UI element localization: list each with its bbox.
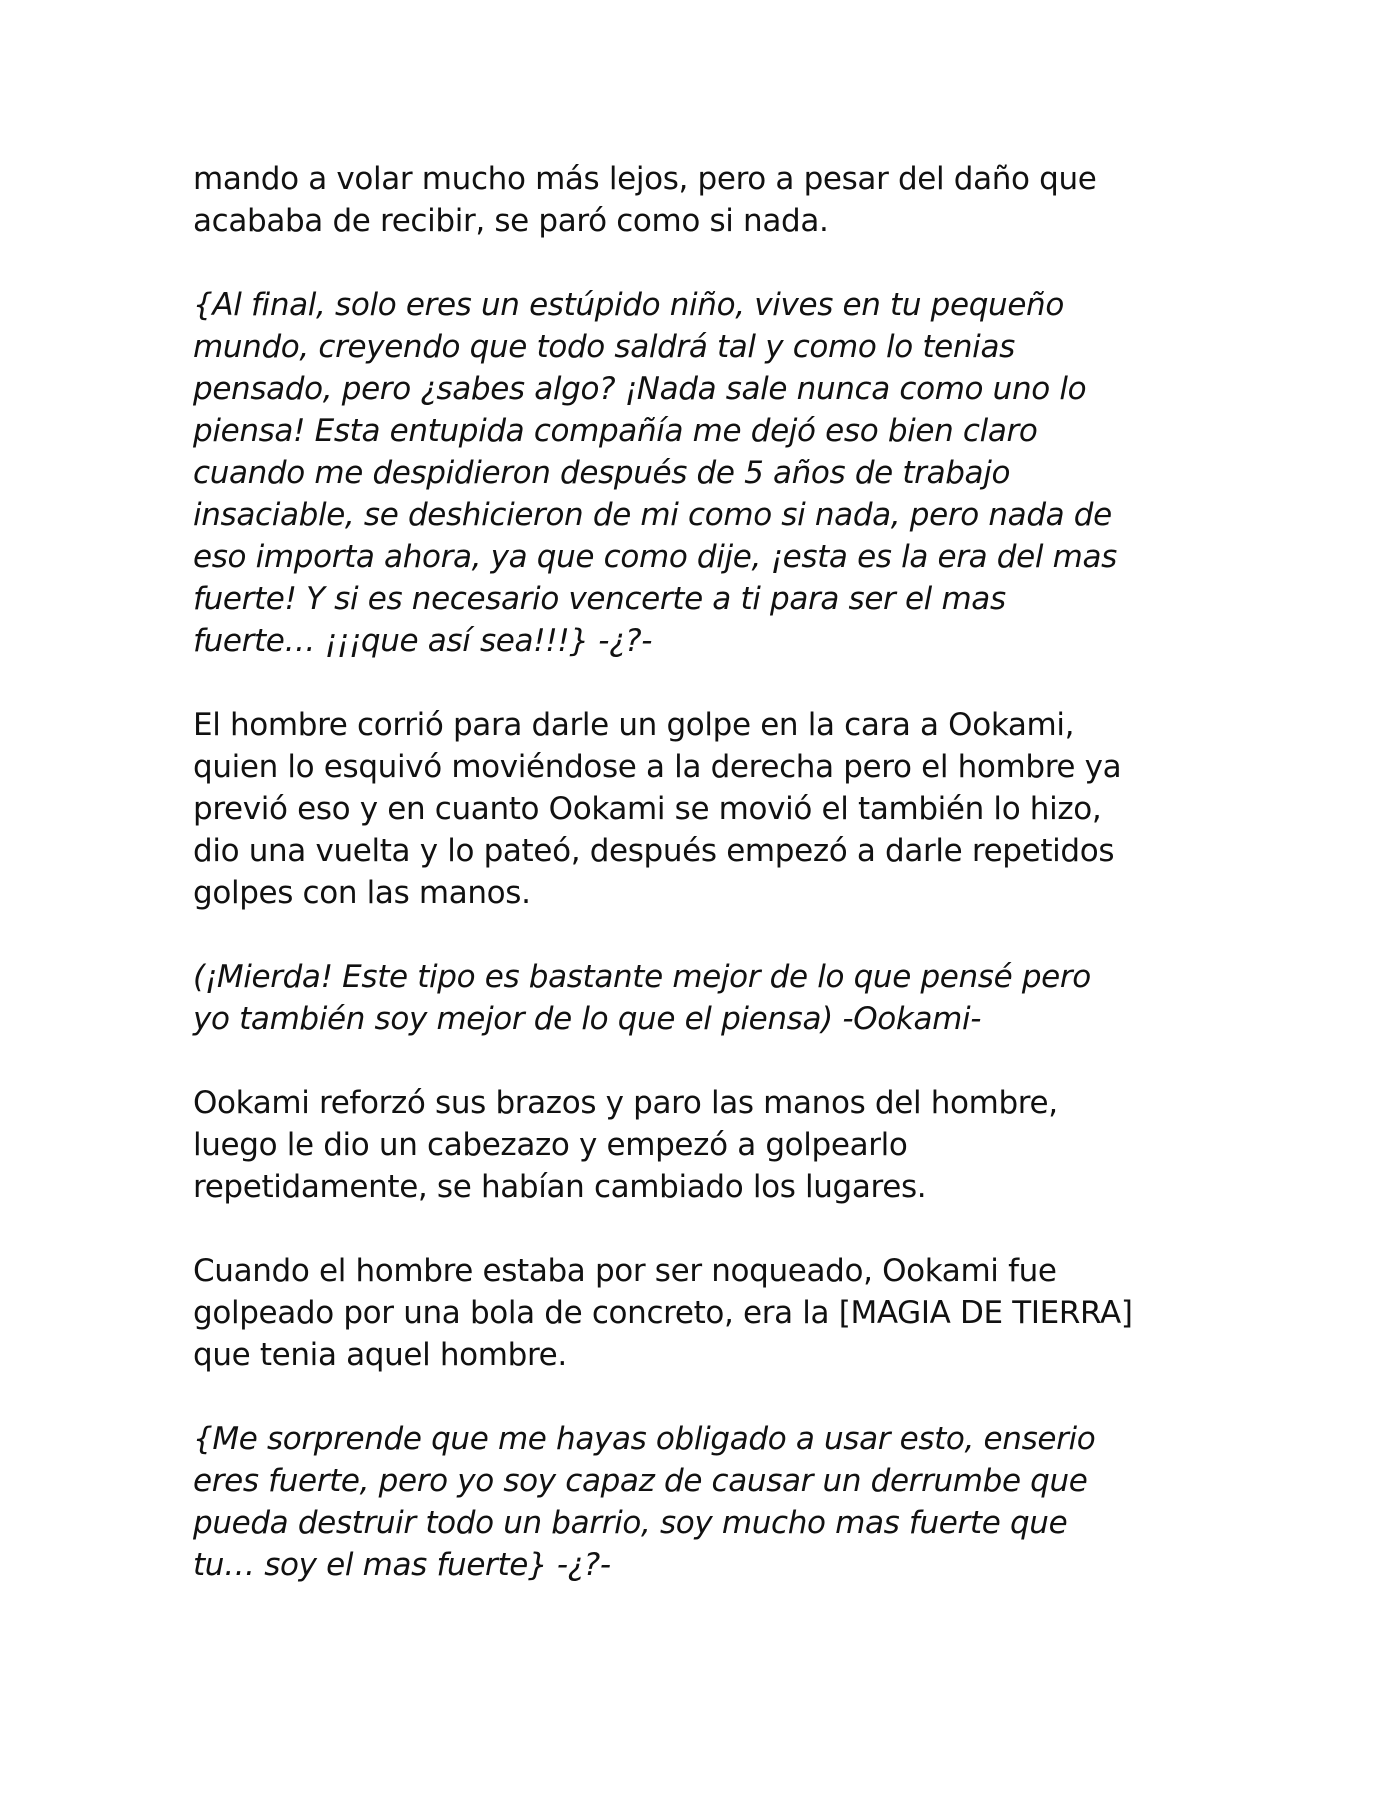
text-line: quien lo esquivó moviéndose a la derecha pero el hombre ya (193, 749, 1122, 785)
text-line: acababa de recibir, se paró como si nada. (193, 203, 829, 239)
text-line: yo también soy mejor de lo que el piensa) -Ookami- (193, 1001, 982, 1037)
narration-paragraph (193, 704, 1233, 914)
text-line: (¡Mierda! Este tipo es bastante mejor de lo que pensé pero (193, 959, 1091, 995)
text-line: que tenia aquel hombre. (193, 1337, 567, 1373)
narration-paragraph (193, 1082, 1233, 1208)
narration-paragraph (193, 158, 1233, 242)
text-line: repetidamente, se habían cambiado los lugares. (193, 1169, 927, 1205)
text-line: pensado, pero ¿sabes algo? ¡Nada sale nunca como uno lo (193, 371, 1087, 407)
text-line: golpeado por una bola de concreto, era la [MAGIA DE TIERRA] (193, 1295, 1133, 1331)
text-line: eso importa ahora, ya que como dije, ¡esta es la era del mas (193, 539, 1117, 575)
text-line: Ookami reforzó sus brazos y paro las manos del hombre, (193, 1085, 1058, 1121)
text-line: piensa! Esta entupida compañía me dejó eso bien claro (193, 413, 1038, 449)
text-line: cuando me despidieron después de 5 años de trabajo (193, 455, 1011, 491)
text-line: tu… soy el mas fuerte} -¿?- (193, 1547, 611, 1583)
dialogue-paragraph (193, 1418, 1233, 1586)
text-line: {Me sorprende que me hayas obligado a usar esto, enserio (193, 1421, 1096, 1457)
text-line: eres fuerte, pero yo soy capaz de causar un derrumbe que (193, 1463, 1088, 1499)
document-body (193, 158, 1233, 1586)
text-line: {Al final, solo eres un estúpido niño, vives en tu pequeño (193, 287, 1064, 323)
text-line: luego le dio un cabezazo y empezó a golpearlo (193, 1127, 908, 1163)
text-line: fuerte! Y si es necesario vencerte a ti para ser el mas (193, 581, 1006, 617)
text-line: previó eso y en cuanto Ookami se movió el también lo hizo, (193, 791, 1102, 827)
dialogue-paragraph (193, 284, 1233, 662)
narration-paragraph (193, 1250, 1233, 1376)
text-line: dio una vuelta y lo pateó, después empezó a darle repetidos (193, 833, 1115, 869)
text-line: mundo, creyendo que todo saldrá tal y como lo tenias (193, 329, 1015, 365)
text-line: pueda destruir todo un barrio, soy mucho mas fuerte que (193, 1505, 1068, 1541)
text-line: Cuando el hombre estaba por ser noqueado, Ookami fue (193, 1253, 1057, 1289)
text-line: golpes con las manos. (193, 875, 531, 911)
text-line: fuerte… ¡¡¡que así sea!!!} -¿?- (193, 623, 653, 659)
text-line: El hombre corrió para darle un golpe en la cara a Ookami, (193, 707, 1075, 743)
text-line: mando a volar mucho más lejos, pero a pesar del daño que (193, 161, 1097, 197)
text-line: insaciable, se deshicieron de mi como si nada, pero nada de (193, 497, 1112, 533)
dialogue-paragraph (193, 956, 1233, 1040)
